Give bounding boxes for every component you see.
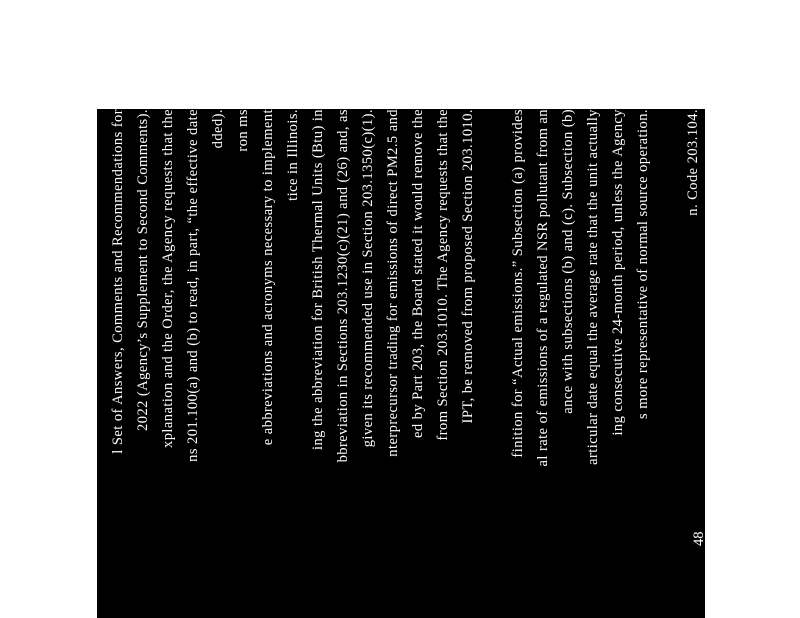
text-line: 2022 (Agency’s Supplement to Second Comments). xyxy=(135,109,151,431)
text-line: nterprecursor trading for emissions of direct PM2.5 and xyxy=(385,109,401,457)
text-line: tice in Illinois. xyxy=(285,109,301,201)
text-line: ed by Part 203, the Board stated it would remove the xyxy=(410,109,426,439)
text-line: IPT, be removed from proposed Section 203.1010. xyxy=(460,109,476,424)
text-line: ance with subsections (b) and (c). Subsection (b) xyxy=(560,109,576,414)
text-line: finition for “Actual emissions.” Subsection (a) provides xyxy=(510,109,526,458)
text-line: ing consecutive 24-month period, unless the Agency xyxy=(610,109,626,436)
text-line xyxy=(481,109,505,618)
text-line: xplanation and the Order, the Agency requests that the xyxy=(160,109,176,448)
text-line: al rate of emissions of a regulated NSR pollutant from an xyxy=(535,109,551,467)
rotated-document-page xyxy=(97,109,705,618)
text-line: bbreviation in Sections 203.1230(c)(21) and (26) and, as xyxy=(335,109,351,463)
text-line: articular date equal the average rate that the unit actually xyxy=(585,109,601,465)
text-line: s more representative of normal source operation. xyxy=(635,109,651,419)
text-line: n. Code 203.104. xyxy=(685,109,701,216)
page-number: 48 xyxy=(691,531,707,546)
text-line xyxy=(656,109,680,618)
text-line: dded). xyxy=(210,109,226,149)
text-line: ron ms xyxy=(235,109,251,152)
text-line: from Section 203.1010. The Agency requests that the xyxy=(435,109,451,441)
text-line: e abbreviations and acronyms necessary to implement xyxy=(260,109,276,446)
text-line: given its recommended use in Section 203.1350(c)(1). xyxy=(360,109,376,448)
text-line: ing the abbreviation for British Thermal Units (Btu) in xyxy=(310,109,326,451)
text-line: ns 201.100(a) and (b) to read, in part, “the effective date xyxy=(185,109,201,462)
text-line: l Set of Answers, Comments and Recommendations for xyxy=(110,109,126,454)
